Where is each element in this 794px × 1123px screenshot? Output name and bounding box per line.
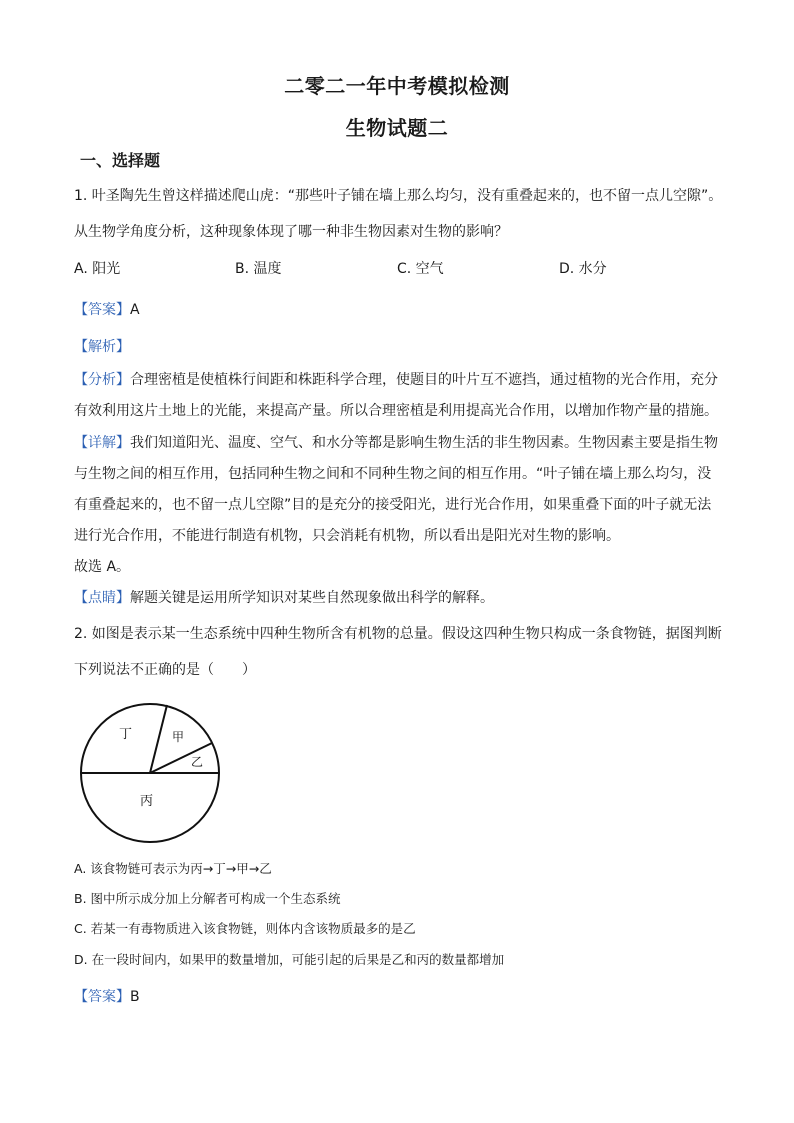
dianjing-text: 解题关键是运用所学知识对某些自然现象做出科学的解释。 <box>130 590 494 606</box>
answer-tag: 【答案】 <box>74 989 130 1005</box>
dianjing-tag: 【点睛】 <box>74 590 130 606</box>
q1-fenxi-line-1 <box>74 370 734 390</box>
q1-analysis-tag <box>74 337 734 357</box>
pie-label-yi: 乙 <box>191 755 204 769</box>
q1-fenxi-line-2: 有效利用这片土地上的光能，来提高产量。所以合理密植是利用提高光合作用，以增加作物产量的措施。 <box>74 403 718 419</box>
pie-radius-ding-jia <box>150 705 167 773</box>
fenxi-text-1: 合理密植是使植株行间距和株距科学合理，使题目的叶片互不遮挡，通过植物的光合作用，充分 <box>130 372 718 388</box>
q1-xiangjie-line-2: 与生物之间的相互作用，包括同种生物之间和不同种生物之间的相互作用。“叶子铺在墙上那么均匀，没 <box>74 466 712 482</box>
q1-xiangjie-line-3: 有重叠起来的，也不留一点儿空隙”目的是充分的接受阳光，进行光合作用，如果重叠下面的叶子就无法 <box>74 497 712 513</box>
pie-label-ding: 丁 <box>119 727 133 742</box>
q1-xiangjie-line-4: 进行光合作用，不能进行制造有机物，只会消耗有机物，所以看出是阳光对生物的影响。 <box>74 528 620 544</box>
answer-value: B <box>130 989 140 1005</box>
pie-label-jia: 甲 <box>172 730 185 744</box>
page-subtitle: 生物试题二 <box>345 116 449 140</box>
q1-stem-line-2: 从生物学角度分析，这种现象体现了哪一种非生物因素对生物的影响？ <box>74 224 508 240</box>
q1-option-d: D. 水分 <box>559 261 607 277</box>
q1-stem-line-1: 1. 叶圣陶先生曾这样描述爬山虎：“那些叶子铺在墙上那么均匀，没有重叠起来的，也不留一点儿空隙”。 <box>74 188 723 204</box>
analysis-tag: 【解析】 <box>74 339 130 355</box>
answer-tag: 【答案】 <box>74 302 130 318</box>
xiangjie-text-1: 我们知道阳光、温度、空气、和水分等都是影响生物生活的非生物因素。生物因素主要是指生物 <box>130 435 718 451</box>
q1-option-a: A. 阳光 <box>74 261 121 277</box>
answer-value: A <box>130 302 140 318</box>
q1-option-c: C. 空气 <box>397 261 444 277</box>
fenxi-tag: 【分析】 <box>74 372 130 388</box>
q1-dianjing <box>74 588 734 608</box>
q1-xiangjie-line-1 <box>74 433 734 453</box>
page-title: 二零二一年中考模拟检测 <box>284 74 510 98</box>
q1-choose: 故选 A。 <box>74 559 131 575</box>
q2-option-a: A. 该食物链可表示为丙→丁→甲→乙 <box>74 861 272 876</box>
q2-stem-line-2: 下列说法不正确的是（ ） <box>74 662 256 678</box>
q2-option-d: D. 在一段时间内，如果甲的数量增加，可能引起的后果是乙和丙的数量都增加 <box>74 952 505 967</box>
section-heading: 一、选择题 <box>80 151 161 170</box>
xiangjie-tag: 【详解】 <box>74 435 130 451</box>
pie-label-bing: 丙 <box>140 794 154 809</box>
q2-option-c: C. 若某一有毒物质进入该食物链，则体内含该物质最多的是乙 <box>74 921 416 936</box>
q2-option-b: B. 图中所示成分加上分解者可构成一个生态系统 <box>74 891 341 906</box>
pie-diagram <box>78 702 222 846</box>
q2-stem-line-1: 2. 如图是表示某一生态系统中四种生物所含有机物的总量。假设这四种生物只构成一条食物链，据图判断 <box>74 626 722 642</box>
q1-option-b: B. 温度 <box>235 261 282 277</box>
q1-answer <box>74 300 734 320</box>
q2-answer <box>74 987 734 1007</box>
